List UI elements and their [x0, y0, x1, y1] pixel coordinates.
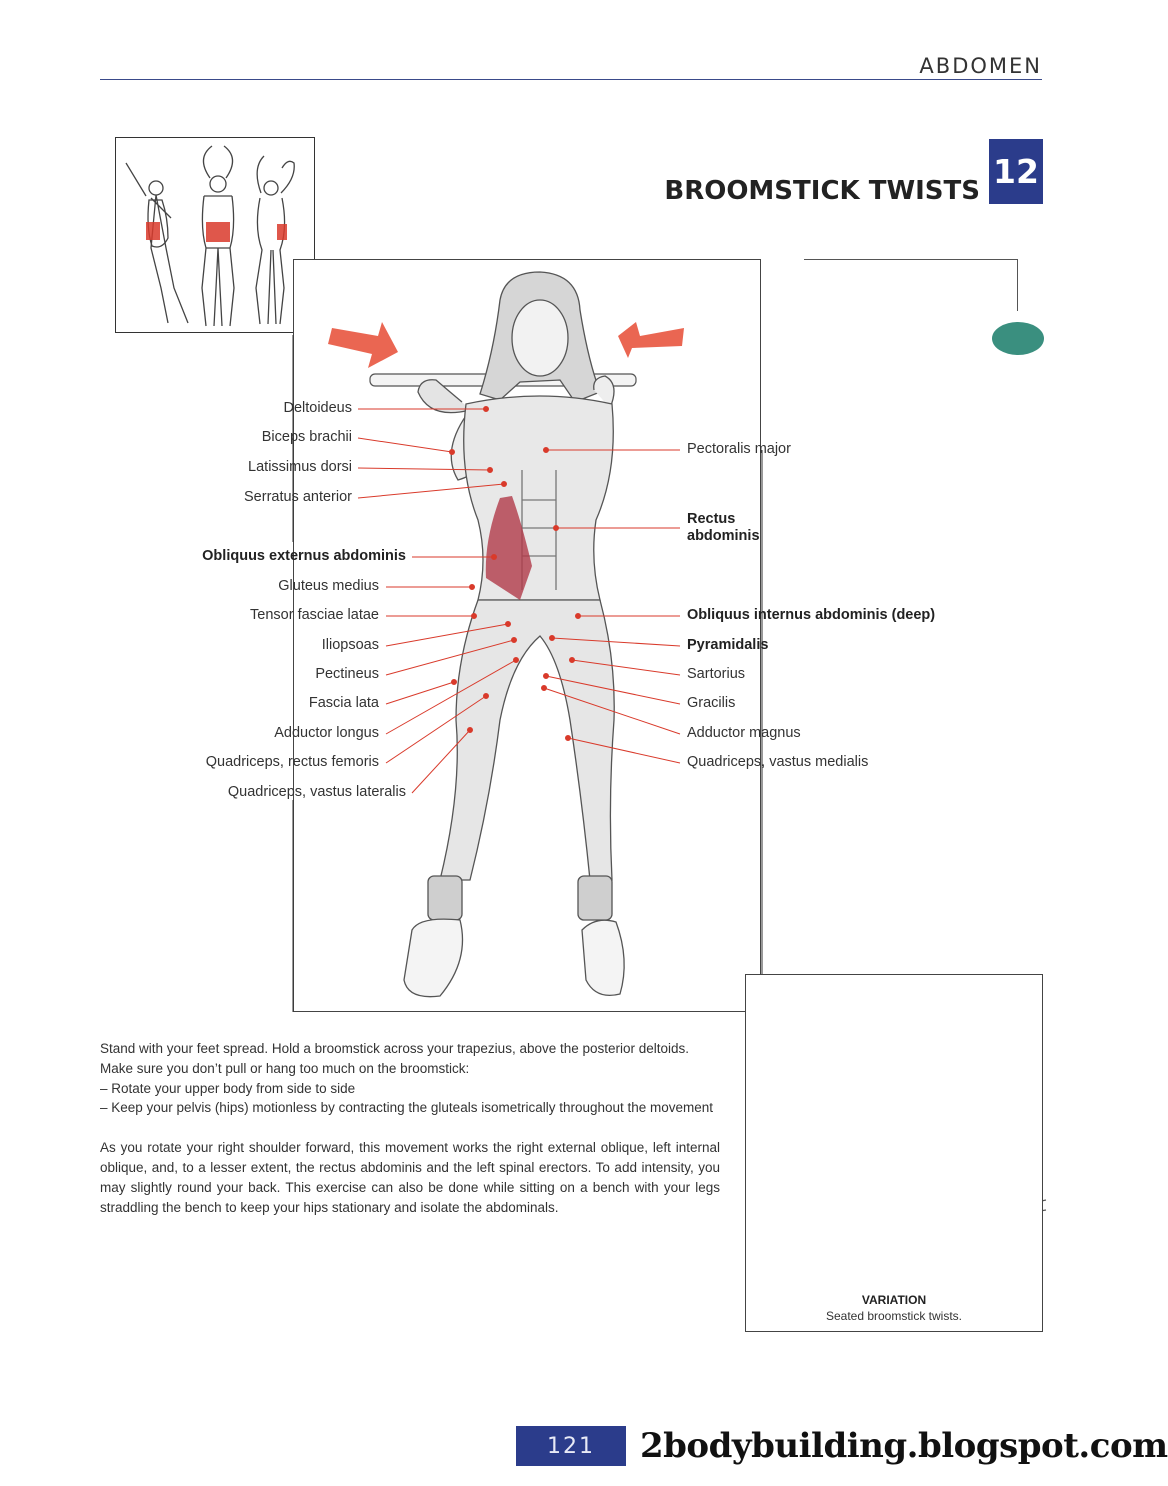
- muscle-label-highlighted: abdominis: [687, 528, 760, 544]
- frame-corner-line: [1017, 259, 1018, 311]
- muscle-label: Biceps brachii: [261, 429, 352, 445]
- variation-frame: [745, 974, 1043, 1332]
- explanation-paragraph: As you rotate your right shoulder forward, this movement works the right external oblique, left internal oblique, and, to a lesser extent, the rectus abdominis and the left spinal erectors. To add intensity, you may slightly round your back. This exercise can also be done while sitting on a bench with your legs straddling the bench to keep your hips stationary and isolate the abdominals.: [100, 1140, 720, 1215]
- instruction-paragraph: Stand with your feet spread. Hold a broomstick across your trapezius, above the posterior deltoids. Make sure you don’t pull or hang too much on the broomstick:: [100, 1041, 690, 1076]
- exercise-title: BROOMSTICK TWISTS: [664, 176, 980, 206]
- muscle-label: Quadriceps, vastus medialis: [687, 754, 869, 770]
- instruction-step: – Keep your pelvis (hips) motionless by contracting the gluteals isometrically throughout the movement: [100, 1100, 714, 1116]
- muscle-label: Adductor magnus: [687, 725, 801, 741]
- muscle-overview-thumbnail: [115, 137, 315, 333]
- exercise-number-badge: 12: [989, 139, 1043, 204]
- muscle-label: Gluteus medius: [278, 578, 379, 594]
- muscle-label: Sartorius: [687, 666, 746, 682]
- muscle-label: Fascia lata: [308, 695, 379, 711]
- header-rule: [100, 79, 1042, 80]
- muscle-label-highlighted: Pyramidalis: [687, 637, 769, 653]
- muscle-label: Tensor fasciae latae: [250, 607, 379, 623]
- muscle-label: Latissimus dorsi: [248, 459, 352, 475]
- muscle-label-highlighted: Obliquus externus abdominis: [202, 548, 406, 564]
- muscle-label-highlighted: Obliquus internus abdominis (deep): [687, 607, 936, 623]
- muscle-label: Deltoideus: [283, 400, 352, 416]
- muscle-label-highlighted: Rectus: [687, 511, 736, 527]
- muscle-label: Gracilis: [687, 695, 736, 711]
- muscle-label: Pectoralis major: [687, 441, 791, 457]
- muscle-label: Iliopsoas: [321, 637, 379, 653]
- thumbnail-figures-illustration: [116, 138, 314, 332]
- page-number: 121: [516, 1426, 626, 1466]
- muscle-label: Adductor longus: [274, 725, 379, 741]
- variation-title: VARIATION: [861, 1293, 927, 1307]
- muscle-label: Quadriceps, rectus femoris: [205, 754, 379, 770]
- frame-corner-line: [804, 259, 1018, 260]
- instructions-block: [100, 1039, 720, 1118]
- watermark: 2bodybuilding.blogspot.com: [640, 1426, 1168, 1466]
- instruction-step: – Rotate your upper body from side to side: [100, 1080, 356, 1096]
- muscle-label: Quadriceps, vastus lateralis: [227, 784, 406, 800]
- muscle-label: Pectineus: [315, 666, 379, 682]
- anatomy-illustration-frame: [293, 259, 761, 1012]
- section-oval-marker: [992, 322, 1044, 355]
- muscle-label: Serratus anterior: [244, 489, 352, 505]
- exercise-instructions: [100, 1039, 720, 1237]
- variation-caption: Seated broomstick twists.: [825, 1309, 963, 1323]
- section-header: ABDOMEN: [919, 54, 1042, 78]
